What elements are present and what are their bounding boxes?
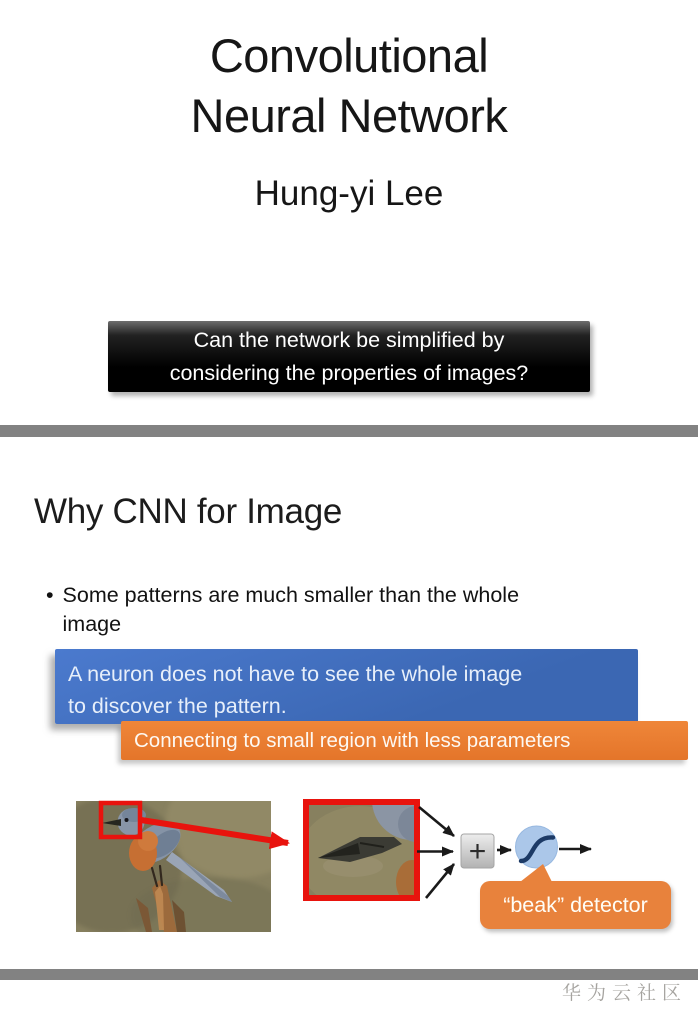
title-line-2: Neural Network	[190, 89, 508, 143]
question-line-2: considering the properties of images?	[169, 360, 529, 385]
cnn-diagram	[60, 780, 698, 960]
question-box	[108, 321, 590, 392]
bullet-text	[63, 581, 520, 638]
question-line-1: Can the network be simplified by	[193, 328, 505, 353]
input-arrows	[417, 807, 454, 898]
slide2-heading: Why CNN for Image	[34, 492, 343, 531]
beak-detector-callout	[480, 881, 671, 929]
title-line-1: Convolutional	[209, 29, 489, 82]
watermark: 华为云社区	[561, 983, 687, 1004]
sum-label: +	[468, 835, 487, 868]
beak-detector-label: “beak” detector	[503, 892, 648, 917]
slide-separator-bar-top	[0, 425, 698, 437]
blue-note-line-2: to discover the pattern.	[68, 694, 287, 719]
slide1-title	[0, 26, 698, 146]
bird-eye	[125, 818, 129, 822]
bullet-marker: •	[46, 583, 54, 607]
bullet-text-line-1: Some patterns are much smaller than the whole	[62, 583, 520, 607]
bird-photo	[60, 780, 310, 953]
slide1-author: Hung-yi Lee	[254, 174, 444, 213]
bullet-item	[46, 581, 646, 638]
orange-note-box	[121, 721, 688, 760]
orange-note-text: Connecting to small region with less parameters	[134, 728, 571, 752]
blue-note-box	[55, 649, 638, 724]
bullet-text-line-2: image	[62, 611, 122, 636]
blue-note-line-1: A neuron does not have to see the whole image	[68, 662, 523, 686]
